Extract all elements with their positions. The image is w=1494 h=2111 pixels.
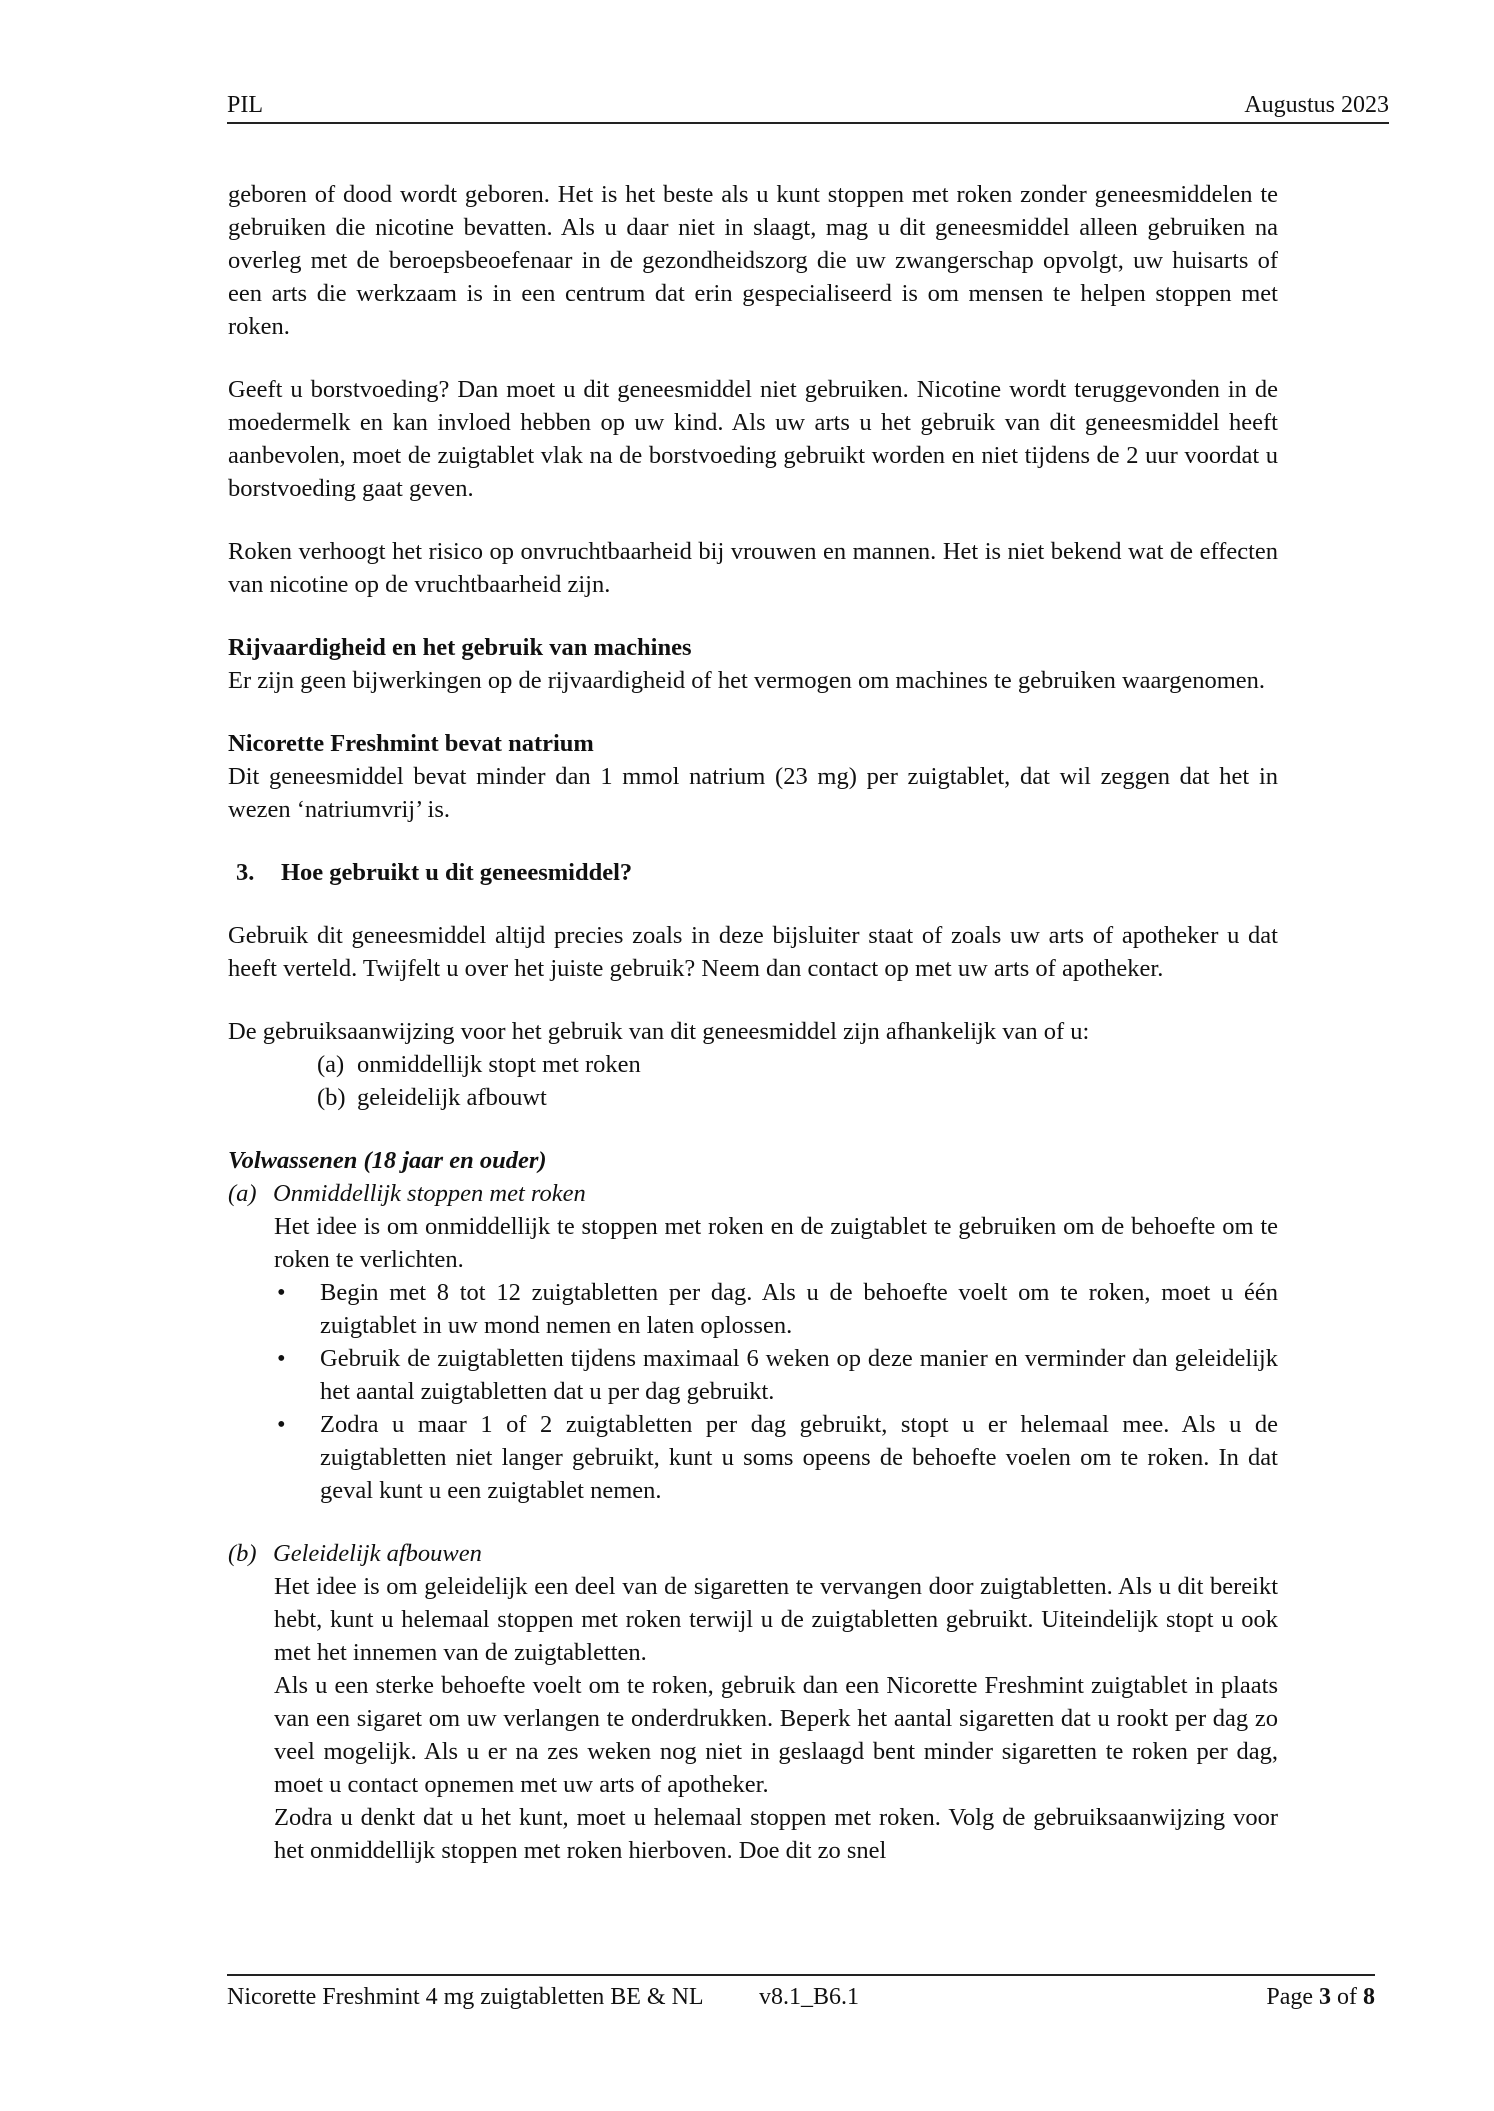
subheading-gradual-reduction: [228, 1537, 1278, 1570]
option-text: geleidelijk afbouwt: [357, 1084, 547, 1111]
option-item: [317, 1081, 1278, 1114]
footer-of-word: of: [1337, 1984, 1357, 2010]
footer-version: v8.1_B6.1: [759, 1984, 860, 2010]
list-item: [274, 1342, 1278, 1408]
heading-sodium: Nicorette Freshmint bevat natrium: [228, 730, 594, 757]
section-3-number: 3.: [236, 859, 255, 886]
paragraph-immediate-stop: Het idee is om onmiddellijk te stoppen met roken en de zuigtablet te gebruiken om de behoefte om te roken te verlichten.: [274, 1213, 1278, 1273]
section-3-title: Hoe gebruikt u dit geneesmiddel?: [281, 859, 633, 886]
bullet-icon: •: [277, 1279, 286, 1306]
list-item-text: Begin met 8 tot 12 zuigtabletten per dag. Als u de behoefte voelt om te roken, moet u één zuigtablet in uw mond nemen en laten oplossen.: [320, 1279, 1278, 1339]
option-item: [317, 1048, 1278, 1081]
footer-total-pages: 8: [1363, 1984, 1375, 2010]
paragraph-usage: Gebruik dit geneesmiddel altijd precies zoals in deze bijsluiter staat of zoals uw arts of apotheker u dat heeft verteld. Twijfelt u over het juiste gebruik? Neem dan contact op met uw arts of apotheker.: [228, 922, 1278, 982]
usage-options-list: [228, 1048, 1278, 1114]
option-label: (a): [317, 1051, 345, 1078]
paragraph-sodium: Dit geneesmiddel bevat minder dan 1 mmol natrium (23 mg) per zuigtablet, dat wil zeggen dat het in wezen ‘natriumvrij’ is.: [228, 763, 1278, 823]
list-item-text: Gebruik de zuigtabletten tijdens maximaal 6 weken op deze manier en verminder dan geleidelijk het aantal zuigtabletten dat u per dag gebruikt.: [320, 1345, 1278, 1405]
list-item-text: Zodra u maar 1 of 2 zuigtabletten per dag gebruikt, stopt u er helemaal mee. Als u de zuigtabletten niet langer gebruikt, kunt u soms opeens de behoefte voelen om te roken. In dat geval kunt u een zuigtablet nemen.: [320, 1411, 1278, 1504]
bullet-icon: •: [277, 1411, 286, 1438]
header-document-type: PIL: [227, 92, 263, 118]
subheading-title: Geleidelijk afbouwen: [273, 1540, 482, 1567]
footer-product-name: Nicorette Freshmint 4 mg zuigtabletten BE & NL: [227, 1984, 704, 2010]
paragraph-driving: Er zijn geen bijwerkingen op de rijvaardigheid of het vermogen om machines te gebruiken waargenomen.: [228, 667, 1266, 694]
subheading-immediate-stop: [228, 1177, 1278, 1210]
header-date: Augustus 2023: [1244, 92, 1389, 118]
footer-page-number: [1266, 1984, 1375, 2011]
paragraph-gradual-2: Als u een sterke behoefte voelt om te roken, gebruik dan een Nicorette Freshmint zuigtablet in plaats van een sigaret om uw verlangen te onderdrukken. Beperk het aantal sigaretten dat u rookt per dag zo veel mogelijk. Als u er na zes weken nog niet in geslaagd bent minder sigaretten te roken per dag, moet u contact opnemen met uw arts of apotheker.: [274, 1672, 1278, 1798]
footer-current-page: 3: [1319, 1984, 1331, 2010]
bullet-icon: •: [277, 1345, 286, 1372]
paragraph-gradual-3: Zodra u denkt dat u het kunt, moet u helemaal stoppen met roken. Volg de gebruiksaanwijzing voor het onmiddellijk stoppen met roken hierboven. Doe dit zo snel: [274, 1804, 1278, 1864]
heading-adults: Volwassenen (18 jaar en ouder): [228, 1147, 547, 1174]
subheading-label: (a): [228, 1180, 257, 1207]
option-label: (b): [317, 1084, 346, 1111]
option-text: onmiddellijk stopt met roken: [357, 1051, 641, 1078]
bullet-list: [228, 1276, 1278, 1507]
footer-page-word: Page: [1266, 1984, 1313, 2010]
paragraph-breastfeeding: Geeft u borstvoeding? Dan moet u dit geneesmiddel niet gebruiken. Nicotine wordt teruggevonden in de moedermelk en kan invloed hebben op uw kind. Als uw arts u het gebruik van dit geneesmiddel heeft aanbevolen, moet de zuigtablet vlak na de borstvoeding gebruikt worden en niet tijdens de 2 uur voordat u borstvoeding gaat geven.: [228, 376, 1278, 502]
paragraph-fertility: Roken verhoogt het risico op onvruchtbaarheid bij vrouwen en mannen. Het is niet bekend wat de effecten van nicotine op de vruchtbaarheid zijn.: [228, 538, 1278, 598]
paragraph-instructions-intro: De gebruiksaanwijzing voor het gebruik van dit geneesmiddel zijn afhankelijk van of u:: [228, 1018, 1090, 1045]
document-body: [228, 178, 1278, 1867]
paragraph-gradual-1: Het idee is om geleidelijk een deel van de sigaretten te vervangen door zuigtabletten. Als u dit bereikt hebt, kunt u helemaal stoppen met roken terwijl u de zuigtabletten gebruikt. Uiteindelijk stopt u ook met het innemen van de zuigtabletten.: [274, 1573, 1278, 1666]
paragraph-pregnancy: geboren of dood wordt geboren. Het is het beste als u kunt stoppen met roken zonder geneesmiddelen te gebruiken die nicotine bevatten. Als u daar niet in slaagt, mag u dit geneesmiddel alleen gebruiken na overleg met de beroepsbeoefenaar in de gezondheidszorg die uw zwangerschap opvolgt, uw huisarts of een arts die werkzaam is in een centrum dat erin gespecialiseerd is om mensen te helpen stoppen met roken.: [228, 181, 1278, 340]
heading-driving: Rijvaardigheid en het gebruik van machines: [228, 634, 692, 661]
subheading-title: Onmiddellijk stoppen met roken: [273, 1180, 586, 1207]
list-item: [274, 1276, 1278, 1342]
page-footer: [227, 1974, 1375, 2010]
page-header: [227, 88, 1389, 124]
section-3-heading: [228, 856, 1278, 889]
list-item: [274, 1408, 1278, 1507]
subheading-label: (b): [228, 1540, 257, 1567]
